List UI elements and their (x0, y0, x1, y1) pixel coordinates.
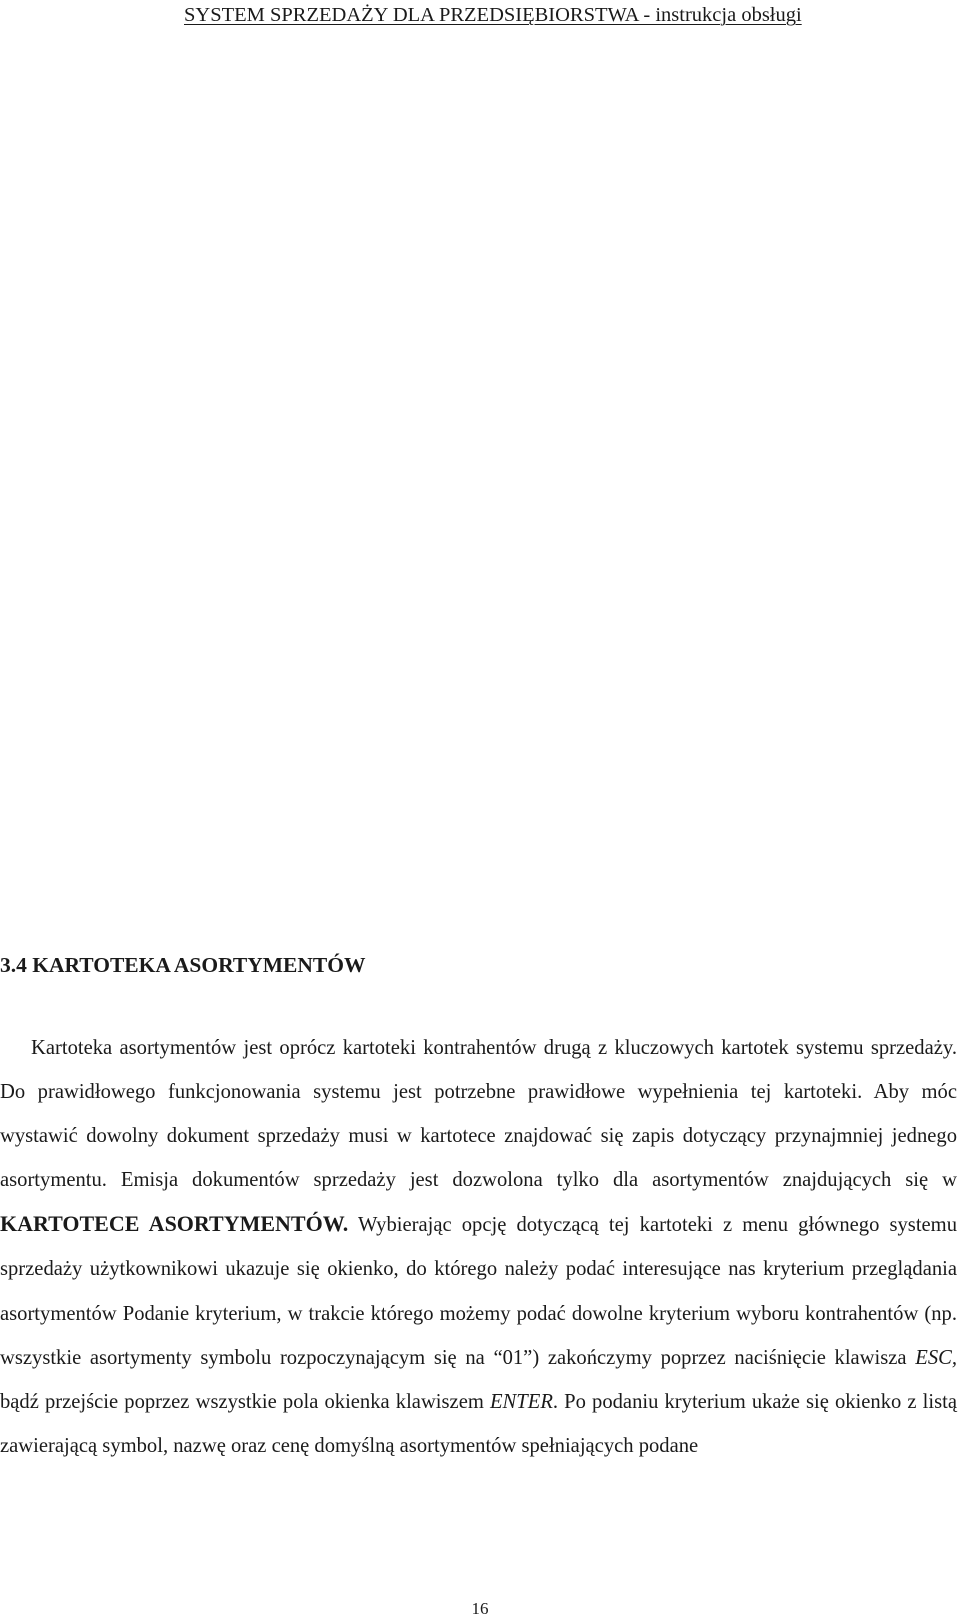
body-paragraph (0, 1026, 957, 1468)
paragraph-key-esc: ESC, (915, 1346, 957, 1369)
paragraph-text-3: bądź przejście poprzez wszystkie pola okienka klawiszem (0, 1390, 490, 1413)
paragraph-key-enter: ENTER (489, 1390, 553, 1413)
page-number: 16 (471, 1599, 489, 1618)
header-title: SYSTEM SPRZEDAŻY DLA PRZEDSIĘBIORSTWA - instrukcja obsługi (184, 4, 802, 26)
paragraph-text-1: Kartoteka asortymentów jest oprócz kartoteki kontrahentów drugą z kluczowych kartotek systemu sprzedaży. Do prawidłowego funkcjonowania systemu jest potrzebne prawidłowe wypełnienia tej kartoteki. Aby móc wystawić dowolny dokument sprzedaży musi w kartotece znajdować się zapis dotyczący przynajmniej jednego asortymentu. Emisja dokumentów sprzedaży jest dozwolona tylko dla asortymentów znajdujących się w (0, 1037, 957, 1192)
document-header (184, 0, 958, 33)
paragraph-bold-term: KARTOTECE ASORTYMENTÓW. (0, 1211, 349, 1237)
section-title: 3.4 KARTOTEKA ASORTYMENTÓW (0, 953, 366, 977)
paragraph-text-4: . Po podaniu kryterium ukaże się okienko z listą zawierającą symbol, nazwę oraz cenę domyślną asortymentów spełniających podane (0, 1390, 957, 1457)
paragraph-text-2: Wybierając opcję dotyczącą tej kartoteki z menu głównego systemu sprzedaży użytkownikowi ukazuje się okienko, do którego należy podać interesujące nas kryterium przeglądania asortymentów Podanie kryterium, w trakcie którego możemy podać dowolne kryterium wyboru kontrahentów (np. wszystkie asortymenty symbolu rozpoczynającym się na “01”) zakończymy poprzez naciśnięcie klawisza (0, 1214, 958, 1369)
